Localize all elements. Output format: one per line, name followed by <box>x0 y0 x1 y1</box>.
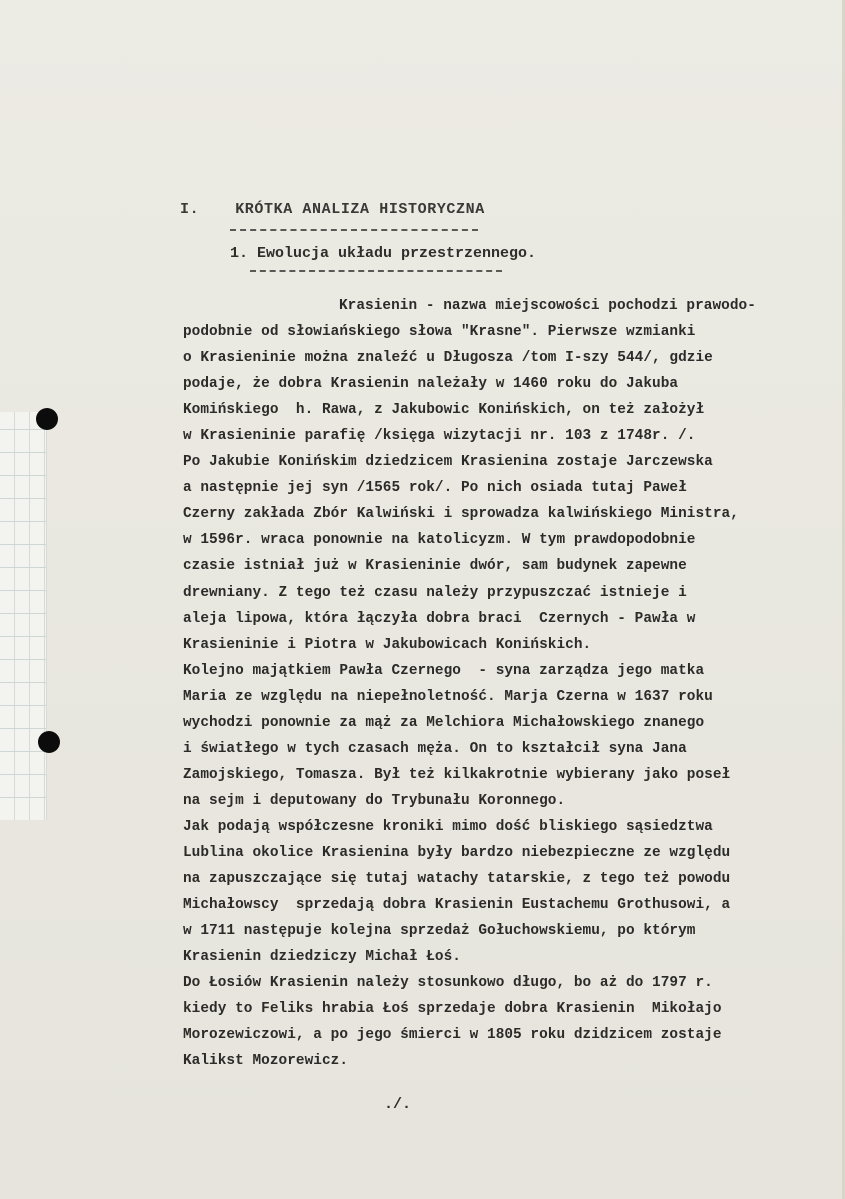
body-text <box>183 293 833 1074</box>
text-line: kiedy to Feliks hrabia Łoś sprzedaje dobra Krasienin Mikołajo <box>183 1001 722 1018</box>
text-line: Komińskiego h. Rawa, z Jakubowic Konińskich, on też założył <box>183 402 705 419</box>
text-line: Po Jakubie Konińskim dziedzicem Krasienina zostaje Jarczewska <box>183 454 713 471</box>
text-line: podobnie od słowiańskiego słowa "Krasne". Pierwsze wzmianki <box>183 324 696 341</box>
text-line: w Krasieninie parafię /księga wizytacji nr. 103 z 1748r. /. <box>183 428 696 445</box>
section-heading <box>180 201 485 218</box>
text-line: w 1596r. wraca ponownie na katolicyzm. W tym prawdopodobnie <box>183 532 696 549</box>
text-line: Michałowscy sprzedają dobra Krasienin Eustachemu Grothusowi, a <box>183 897 731 914</box>
text-line: wychodzi ponownie za mąż za Melchiora Michałowskiego znanego <box>183 714 705 731</box>
text-line: o Krasieninie można znaleźć u Długosza /tom I-szy 544/, gdzie <box>183 350 713 367</box>
text-line: Krasieninie i Piotra w Jakubowicach Konińskich. <box>183 636 592 653</box>
text-line: Morozewiczowi, a po jego śmierci w 1805 roku dzidzicem zostaje <box>183 1027 722 1044</box>
text-line: Krasienin dziedziczy Michał Łoś. <box>183 949 461 966</box>
text-line: podaje, że dobra Krasienin należały w 1460 roku do Jakuba <box>183 376 679 393</box>
text-line: Do Łosiów Krasienin należy stosunkowo długo, bo aż do 1797 r. <box>183 975 713 992</box>
text-line: a następnie jej syn /1565 rok/. Po nich osiada tutaj Paweł <box>183 480 687 497</box>
text-line: Krasienin - nazwa miejscowości pochodzi prawodo- <box>339 298 756 314</box>
page-continuation-marker: ./. <box>384 1096 412 1113</box>
text-line: Kalikst Mozorewicz. <box>183 1053 349 1070</box>
text-line: na sejm i deputowany do Trybunału Koronnego. <box>183 792 566 809</box>
subheading-underline <box>250 270 502 272</box>
heading-underline <box>230 229 478 231</box>
subsection-heading: 1. Ewolucja układu przestrzennego. <box>230 245 537 262</box>
text-line: Lublina okolice Krasienina były bardzo niebezpieczne ze względu <box>183 844 731 861</box>
text-line: na zapuszczające się tutaj watachy tatarskie, z tego też powodu <box>183 871 731 888</box>
text-line: Jak podają współczesne kroniki mimo dość bliskiego sąsiedztwa <box>183 818 713 835</box>
text-line: czasie istniał już w Krasieninie dwór, sam budynek zapewne <box>183 558 687 575</box>
text-line: Zamojskiego, Tomasza. Był też kilkakrotnie wybierany jako poseł <box>183 766 731 783</box>
text-line: Kolejno majątkiem Pawła Czernego - syna zarządza jego matka <box>183 662 705 679</box>
text-line: aleja lipowa, która łączyła dobra braci Czernych - Pawła w <box>183 610 696 627</box>
section-number: I. <box>180 201 200 218</box>
text-line: Maria ze względu na niepełnoletność. Marja Czerna w 1637 roku <box>183 688 713 705</box>
section-title: KRÓTKA ANALIZA HISTORYCZNA <box>235 201 485 218</box>
text-line: drewniany. Z tego też czasu należy przypuszczać istnieje i <box>183 584 687 601</box>
text-line: i światłego w tych czasach męża. On to kształcił syna Jana <box>183 740 687 757</box>
text-line: w 1711 następuje kolejna sprzedaż Gołuchowskiemu, po którym <box>183 923 696 940</box>
text-line: Czerny zakłada Zbór Kalwiński i sprowadza kalwińskiego Ministra, <box>183 506 739 523</box>
punch-hole-top <box>36 408 58 430</box>
binding-strip <box>0 412 47 820</box>
punch-hole-bottom <box>38 731 60 753</box>
